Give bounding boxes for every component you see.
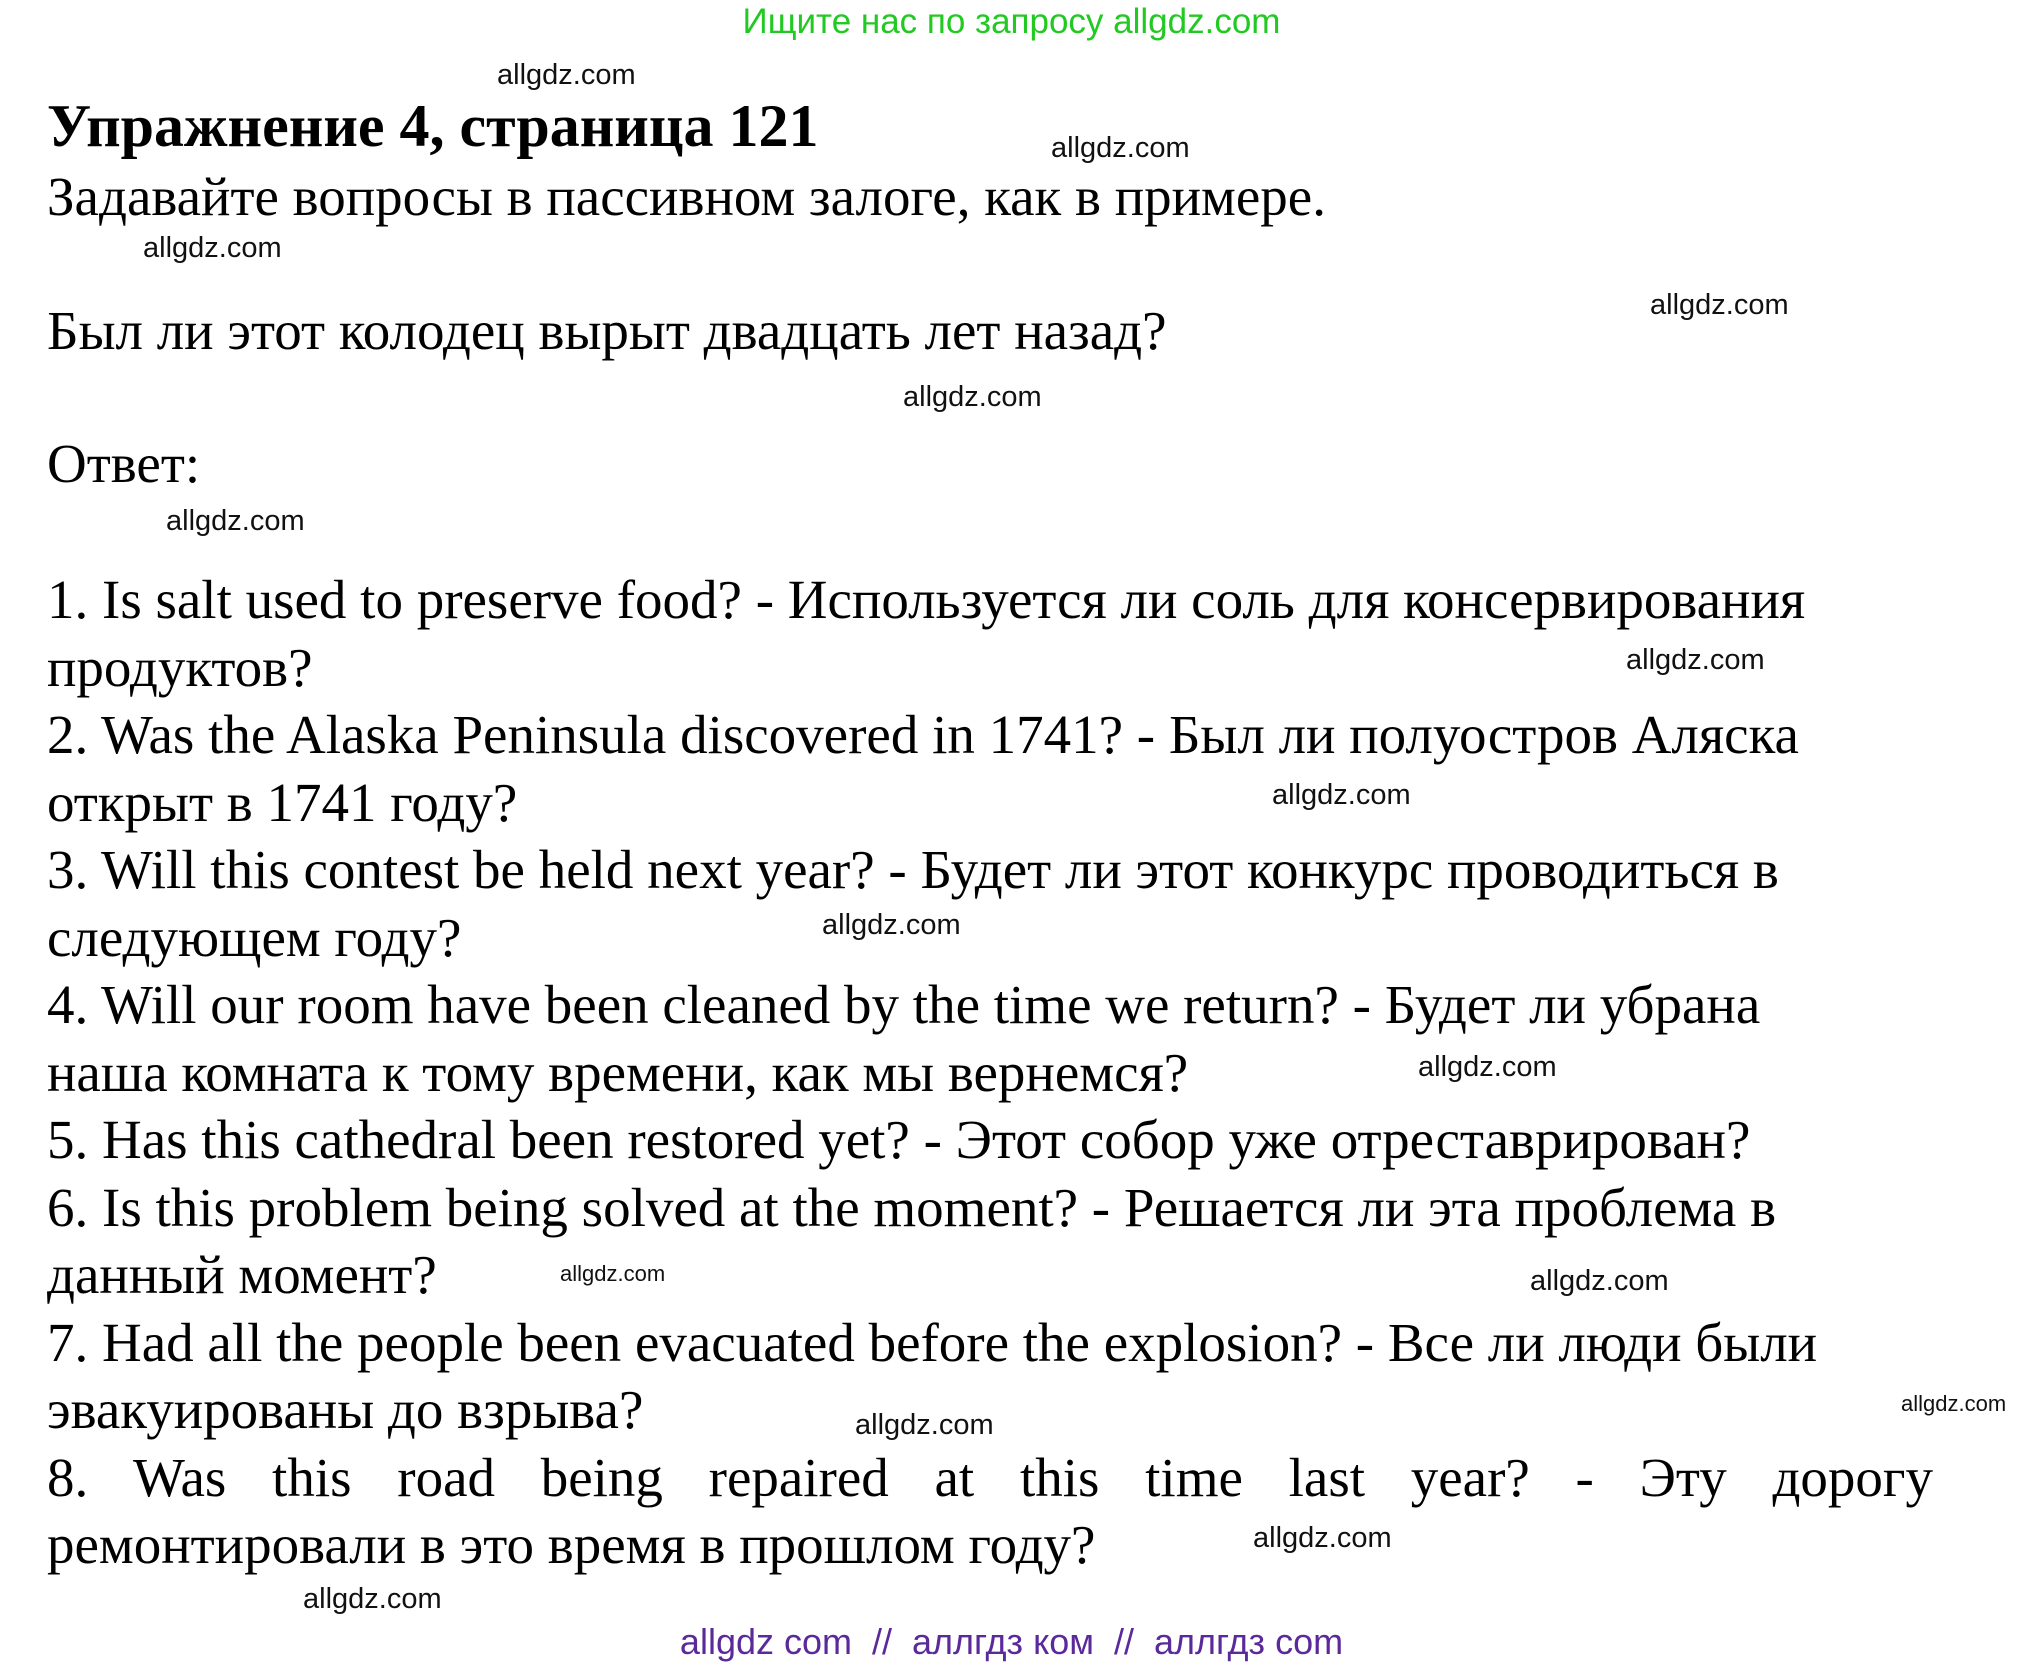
answer-2-line-1: 2. Was the Alaska Peninsula discovered in 1741? - Был ли полуостров Аляска — [47, 704, 1799, 765]
answer-8-line-2: ремонтировали в это время в прошлом году? — [47, 1514, 1096, 1575]
footer-links: allgdz com // аллгдз ком // аллгдз com — [679, 1621, 1344, 1662]
answer-1-line-2: продуктов? — [47, 636, 313, 698]
instruction-text: Задавайте вопросы в пассивном залоге, как в примере. — [47, 166, 1326, 227]
answer-8-line-1: 8. Was this road being repaired at this time last year? - Эту дорогу — [47, 1446, 1933, 1508]
answer-4-line-1: 4. Will our room have been cleaned by the time we return? - Будет ли убрана — [47, 974, 1761, 1035]
example-sentence: Был ли этот колодец вырыт двадцать лет назад? — [47, 300, 1167, 361]
watermark: allgdz.com — [855, 1409, 994, 1441]
watermark: allgdz.com — [1418, 1051, 1557, 1083]
answer-1-line-1: 1. Is salt used to preserve food? - Используется ли соль для консервирования — [47, 569, 1806, 630]
watermark: allgdz.com — [1253, 1522, 1392, 1554]
answer-3-line-1: 3. Will this contest be held next year? - Будет ли этот конкурс проводиться в — [47, 839, 1779, 900]
answer-7-line-1: 7. Had all the people been evacuated before the explosion? - Все ли люди были — [47, 1311, 1818, 1373]
answer-6-line-1: 6. Is this problem being solved at the moment? - Решается ли эта проблема в — [47, 1176, 1777, 1238]
watermark: allgdz.com — [1530, 1265, 1669, 1297]
watermark: allgdz.com — [497, 59, 636, 91]
watermark: allgdz.com — [166, 505, 305, 537]
answer-2-line-2: открыт в 1741 году? — [47, 771, 518, 833]
page-title: Упражнение 4, страница 121 — [47, 93, 819, 159]
search-banner: Ищите нас по запросу allgdz.com — [742, 2, 1281, 41]
watermark: allgdz.com — [303, 1583, 442, 1615]
watermark: allgdz.com — [1051, 132, 1190, 164]
watermark: allgdz.com — [1272, 779, 1411, 811]
answer-5-line-1: 5. Has this cathedral been restored yet? - Этот собор уже отреставрирован? — [47, 1109, 1751, 1170]
answer-3-line-2: следующем году? — [47, 906, 462, 968]
answer-7-line-2: эвакуированы до взрыва? — [47, 1379, 644, 1440]
watermark: allgdz.com — [1901, 1391, 2007, 1416]
answer-label: Ответ: — [47, 433, 201, 494]
answer-6-line-2: данный момент? — [47, 1244, 437, 1305]
watermark: allgdz.com — [143, 232, 282, 264]
watermark: allgdz.com — [822, 909, 961, 941]
watermark: allgdz.com — [903, 381, 1042, 413]
watermark: allgdz.com — [560, 1261, 666, 1286]
watermark: allgdz.com — [1626, 644, 1765, 676]
answer-4-line-2: наша комната к тому времени, как мы вернемся? — [47, 1041, 1189, 1103]
watermark: allgdz.com — [1650, 289, 1789, 321]
